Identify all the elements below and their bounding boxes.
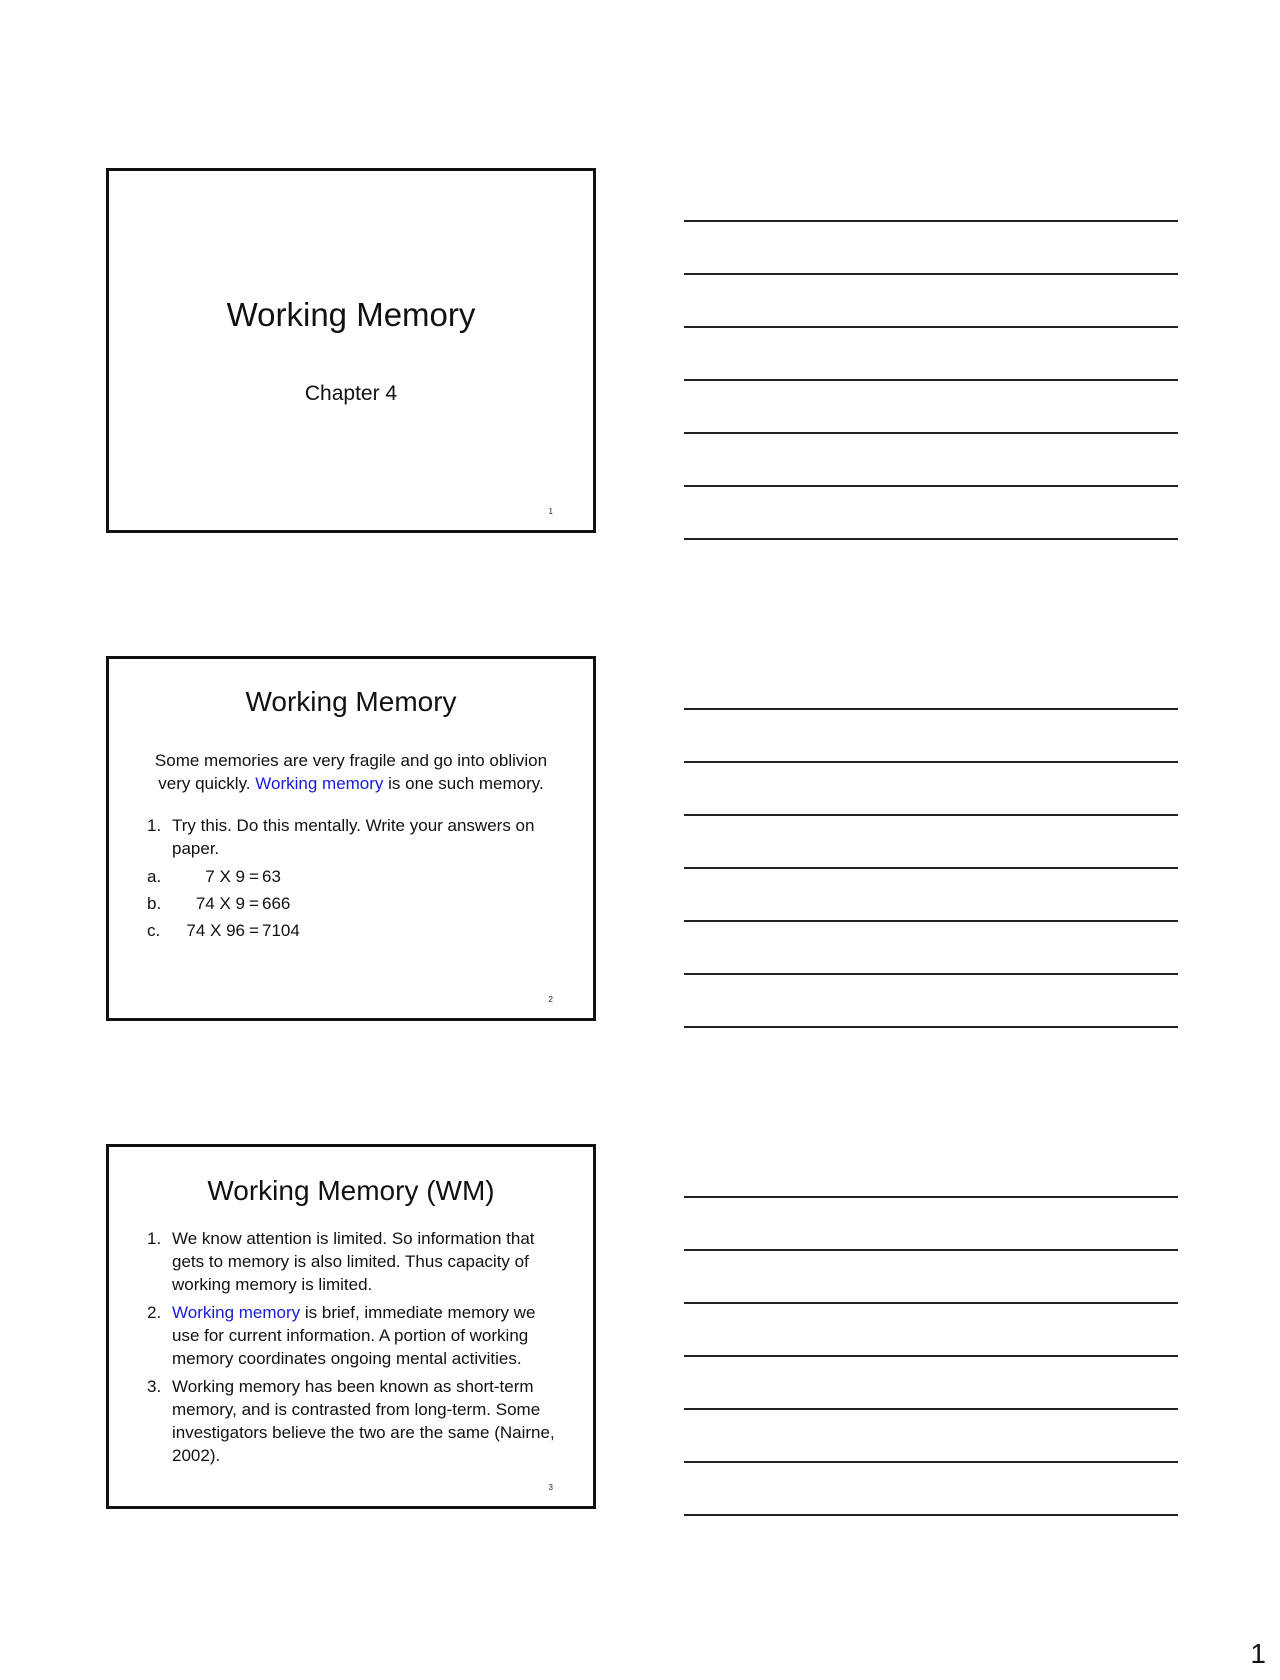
note-line (684, 220, 1178, 222)
problem-list (147, 865, 561, 946)
problem-item (147, 865, 561, 892)
slide-number: 2 (548, 995, 553, 1004)
problem-answer: 666 (262, 894, 291, 913)
list-number: 3. (147, 1377, 162, 1396)
note-line (684, 485, 1178, 487)
problem-label: c. (147, 921, 161, 940)
problem-item (147, 919, 561, 946)
slide-3 (106, 1144, 596, 1509)
page-number: 1 (1250, 1638, 1266, 1669)
intro-text-end: is one such memory. (388, 774, 544, 793)
problem-equals: = (249, 921, 259, 940)
note-line (684, 1514, 1178, 1516)
note-line (684, 1302, 1178, 1304)
note-line (684, 814, 1178, 816)
list-text: is brief, immediate memory we use for current information. A portion of working memory coordinates ongoing mental activities. (172, 1303, 536, 1368)
problem-label: a. (147, 867, 162, 886)
problem-expression: 7 X 9 (205, 867, 245, 886)
slide-1 (106, 168, 596, 533)
numbered-list (147, 1227, 561, 1472)
highlight-term: Working memory (255, 774, 384, 793)
intro-text: Some memories are very fragile and go into oblivion very quickly. (154, 751, 548, 793)
list-item (147, 1301, 561, 1370)
note-line (684, 1461, 1178, 1463)
note-line (684, 326, 1178, 328)
list-number: 1. (147, 1229, 162, 1248)
list-number: 2. (147, 1303, 162, 1322)
slide-number: 3 (548, 1483, 553, 1492)
problem-answer: 63 (262, 867, 281, 886)
note-line (684, 1026, 1178, 1028)
list-number: 1. (147, 816, 162, 835)
slide-number: 1 (548, 507, 553, 516)
note-line (684, 379, 1178, 381)
problem-expression: 74 X 96 (186, 921, 245, 940)
slide-title: Working Memory (226, 296, 476, 333)
problem-answer: 7104 (262, 921, 300, 940)
slide-intro (139, 749, 563, 795)
note-line (684, 538, 1178, 540)
list-item (147, 1227, 561, 1296)
note-line (684, 1196, 1178, 1198)
highlight-term: Working memory (172, 1303, 301, 1322)
note-line (684, 432, 1178, 434)
note-line (684, 1408, 1178, 1410)
list-item (147, 1375, 561, 1467)
note-line (684, 273, 1178, 275)
problem-equals: = (249, 894, 259, 913)
note-line (684, 708, 1178, 710)
slide-subtitle: Chapter 4 (304, 382, 398, 405)
problem-equals: = (249, 867, 259, 886)
slide-title: Working Memory (WM) (207, 1175, 495, 1206)
note-line (684, 1355, 1178, 1357)
list-item (147, 814, 561, 860)
numbered-list (147, 814, 561, 946)
note-line (684, 867, 1178, 869)
slide-title: Working Memory (245, 686, 457, 717)
problem-label: b. (147, 894, 162, 913)
note-line (684, 973, 1178, 975)
note-line (684, 761, 1178, 763)
list-text: Working memory has been known as short-term memory, and is contrasted from long-term. Some investigators believe the two are the same (Nairne, 2002). (172, 1377, 555, 1465)
list-text: Try this. Do this mentally. Write your answers on paper. (172, 816, 535, 858)
list-text: We know attention is limited. So information that gets to memory is also limited. Thus capacity of working memory is limited. (172, 1229, 535, 1294)
problem-item (147, 892, 561, 919)
slide-2 (106, 656, 596, 1021)
problem-expression: 74 X 9 (195, 894, 245, 913)
note-line (684, 1249, 1178, 1251)
note-line (684, 920, 1178, 922)
